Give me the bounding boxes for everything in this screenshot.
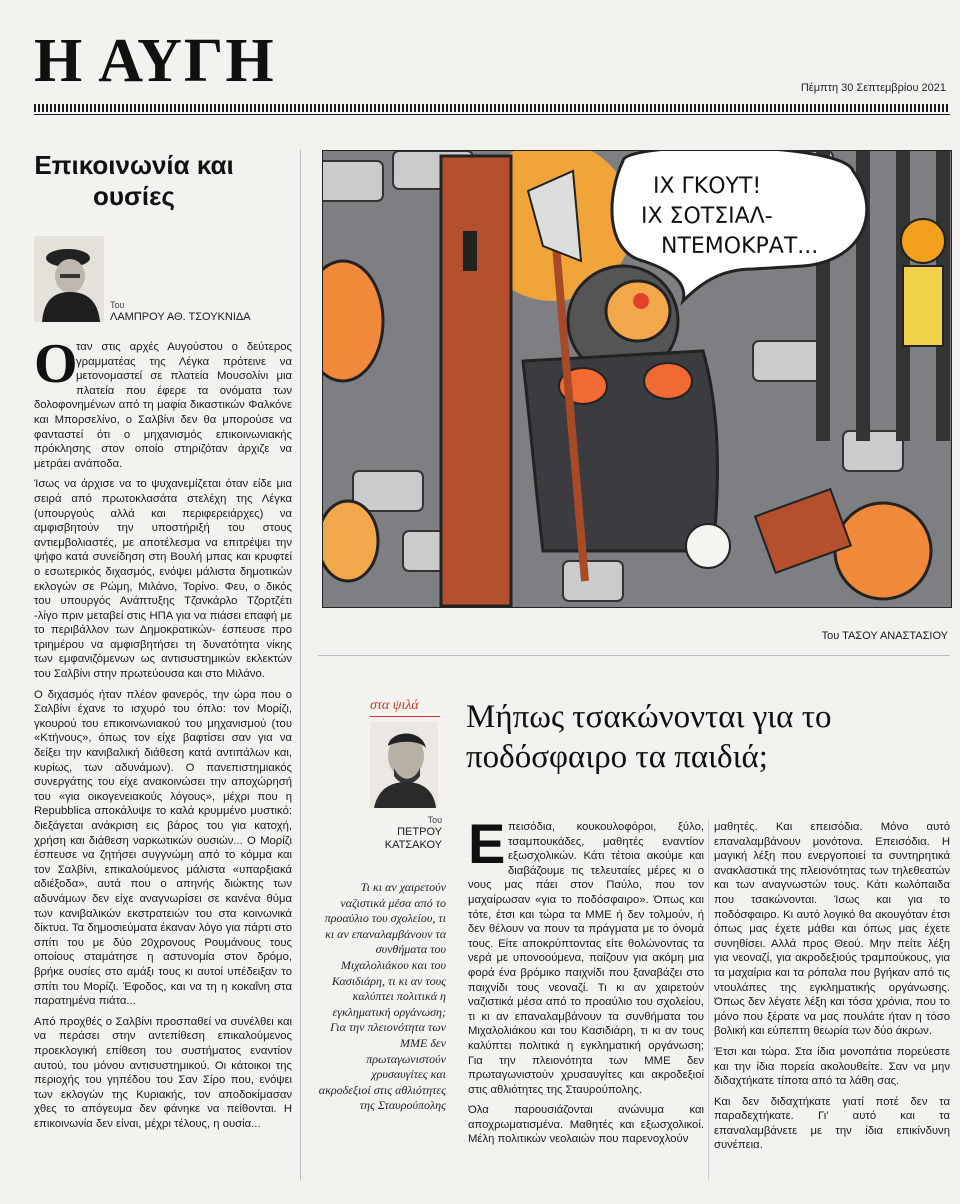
- cartoon-credit: [822, 630, 948, 642]
- cartoon-illustration: [323, 151, 951, 607]
- author-portrait-icon: [34, 236, 104, 322]
- byline-prefix: Του: [110, 300, 125, 310]
- paragraph: Επεισόδια, κουκουλοφόροι, ξύλο, τσαμπουκάδες, μαθητές εναντίον εξωσχολικών. Κάτι τέτοια ακούμε και διαβάζουμε τις τελευταίες μέρες κι ο νους μας πάει στον Παύλο, που τον μαχαίρωσαν «για το ποδόσφαιρο». Όπως και τότε, έτσι και τώρα τα ΜΜΕ ή δεν τολμούν, ή δεν θέλουν να πουν τα πράγματα με το όνομά τους. Είτε αποκρύπτοντας είτε θολώνοντας τα νερά με υπονοούμενα, παίζουν για ακόμη μια φορά ένα βρόμικο παιχνίδι που ξαναβάζει στο παιχνίδι τους νεοναζί. Τι κι αν χαιρετούν ναζιστικά μέσα από το προαύλιο του σχολείου, τι κι αν επαναλαμβάνουν τα συνθήματα του Μιχαλολιάκου και του Κασιδιάρη, τι κι αν τους καλύπτει πολιτικά η εγκληματική οργάνωση; Για την πλειονότητα των ΜΜΕ δεν πρωταγωνιστούν χρυσαυγίτες και ακροδεξιοί στις αθλιότητες της Σταυρούπολης.: [468, 820, 704, 1096]
- author-photo: [34, 236, 104, 322]
- article-title: Μήπως τσακώνονται για το ποδόσφαιρο τα παιδιά;: [466, 699, 832, 775]
- paragraph: Όλα παρουσιάζονται ανώνυμα και αποχρωματισμένα. Μαθητές και εξωσχολικοί. Μέλη πολιτικών νεολαιών που παρενοχλούν: [468, 1104, 704, 1146]
- speech-line: ΙΧ ΣΟΤΣΙΑΛ-: [641, 204, 773, 229]
- paragraph: Και δεν διδαχτήκατε γιατί ποτέ δεν τα παραδεχτήκατε. Γι' αυτό και τα επαναλαμβάνετε με την ίδια επικίνδυνη συνέπεια.: [714, 1095, 950, 1152]
- paragraph: Ο διχασμός ήταν πλέον φανερός, την ώρα που ο Σαλβίνι έχανε το ισχυρό του όπλο: τον Μορίζι, γκουρού του επικοινωνιακού του μηχανισμού (του «Κτήνους», όπως τον είχε βαφτίσει σαν για να δείξει την κανιβαλική διάθεση κατά αντιπάλων και, κυρίως, των αδυνάμων). Ο πανεπιστημιακός συνεργάτης του είχε ανακοινώσει την αποχώρησή του «για οικογενειακούς λόγους», μέχρι που η Repubblica αποκάλυψε το καλά κρυμμένο μυστικό: διεξάγεται ανάκριση εις βάρος του για κατοχή, χρήση και διάθεση ναρκωτικών ουσιών... Ο Μορίζι έσπευσε να ζητήσει συγγνώμη από το κόμμα και τον Σαλβίνι, επικαλούμενος μάλιστα «υπαρξιακά αδιέξοδα», αυτά που ο απηνής διώκτης των αδυνάμων δεν είχε αναγνωρίσει σε κανένα θύμα των κανιβαλικών εκστρατειών του στα κοινωνικά δίκτυα. Τα δημοσιεύματα έκαναν λόγο για πάρτι στο σπίτι του με δύο 20χρονους Ρουμάνους τους οποίους σταμάτησε η αστυνομία στον δρόμο, βρήκε ουσίες στο αμάξι τους κι αυτοί υπέδειξαν το σπίτι του Μορίζι. Έφοδος, και να τη η κοκαΐνη στα παρατημένα πιάτα...: [34, 688, 292, 1008]
- pull-quote: Τι κι αν χαιρετούν ναζιστικά μέσα από το προαύλιο του σχολείου, τι κι αν επαναλαμβάνουν τα συνθήματα του Μιχαλολιάκου και του Κασιδιάρη, τι κι αν τους καλύπτει πολιτικά η εγκληματική οργάνωση; Για την πλειονότητα των ΜΜΕ δεν πρωταγωνιστούν χρυσαυγίτες και ακροδεξιοί στις αθλιότητες της Σταυρούπολης: [318, 880, 446, 1113]
- credit-prefix: Του: [821, 630, 840, 642]
- paragraph: Έτσι και τώρα. Στα ίδια μονοπάτια πορεύεστε και την ίδια πορεία ακολουθείτε. Σαν να μην διδαχτήκατε τίποτα από τα λάθη σας.: [714, 1045, 950, 1088]
- article-title: Επικοινωνία και ουσίες: [34, 150, 234, 212]
- article-column: [468, 820, 704, 1180]
- drop-cap: Ε: [468, 820, 506, 875]
- article-body: [34, 340, 292, 1180]
- paragraph: Ίσως να άρχισε να το ψυχανεμίζεται όταν είδε μια σειρά από πρωτοκλασάτα στελέχη της Λέγκα (υπουργούς αλλά και περιφερειάρχες) να αμφισβητούν την υποστήριξή του στους αντιεμβολιαστές, με αποτέλεσμα να επιτρέψει την ψήφο κατά συνείδηση στη Βουλή μπας και κρυφτεί ο εσωτερικός διχασμός, ενόψει μάλιστα δημοτικών εκλογών σε Ρώμη, Μιλάνο, Τορίνο. Φευ, ο δικός του υπουργός Ανάπτυξης Τζανκάρλο Τζορτζέτι -λίγο πριν μεταβεί στις ΗΠΑ για να πιάσει επαφή με το περιβάλλον των Δημοκρατικών- έσπευσε προ τριημέρου να αμφισβητήσει τη δυνατότητα νίκης των εμφανιζόμενων ως αντισυστημικών εκλεκτών του Σαλβίνι στην πρωτεύουσα και στο Μιλάνο.: [34, 478, 292, 681]
- issue-date: Πέμπτη 30 Σεπτεμβρίου 2021: [800, 82, 946, 94]
- author-name: ΠΕΤΡΟΥ ΚΑΤΣΑΚΟΥ: [384, 825, 442, 851]
- column-divider: [708, 820, 709, 1180]
- drop-cap: Ο: [34, 340, 78, 395]
- byline-prefix: Του: [427, 815, 442, 825]
- author-byline: [370, 815, 442, 852]
- paragraph: Ο ταν στις αρχές Αυγούστου ο δεύτερος γραμματέας της Λέγκα πρότεινε να μετονομαστεί σε πλατεία Μουσολίνι μια πλατεία που έφερε τα ονόματα των δολοφονημένων από τη μαφία δικαστικών Φαλκόνε και Μπορσελίνο, ο Σαλβίνι δεν θα μπορούσε να φανταστεί ότι ο μηχανισμός επικοινωνιακής πρόκλησης στον οποίο στηριζόταν άρχιζε να μετράει ανάποδα.: [34, 340, 292, 470]
- section-kicker: στα ψιλά: [370, 698, 419, 713]
- masthead-rule: [34, 104, 950, 112]
- masthead-underline: [34, 114, 950, 115]
- speech-line: ΝΤΕΜΟΚΡΑΤ...: [661, 234, 819, 259]
- author-photo: [370, 722, 438, 808]
- kicker-rule: [370, 716, 440, 717]
- author-byline: [110, 300, 290, 324]
- author-name: ΛΑΜΠΡΟΥ ΑΘ. ΤΣΟΥΚΝΙΔΑ: [110, 310, 251, 323]
- editorial-cartoon: [322, 150, 952, 608]
- cartoonist-name: ΤΑΣΟΥ ΑΝΑΣΤΑΣΙΟΥ: [842, 630, 948, 642]
- author-portrait-icon: [370, 722, 438, 808]
- article-column: [714, 820, 950, 1180]
- section-divider: [318, 655, 950, 656]
- speech-line: ΙΧ ΓΚΟΥΤ!: [653, 174, 762, 199]
- column-divider: [300, 150, 301, 1180]
- paragraph: μαθητές. Και επεισόδια. Μόνο αυτό επαναλαμβάνουν μονότονα. Επεισόδια. Η μαγική λέξη που ενεργοποιεί τα συντηρητικά ανακλαστικά της πλειονότητας των τηλεθεατών και των αναγνωστών τους. Κάτι κωλόπαιδα που τσακώνονται. Ίσως και για το ποδόσφαιρο. Κι αυτό λογικό θα ακουγόταν έτσι όπως μας έχετε μάθει και όπως μας έχετε συνηθίσει. Αλλά προς Θεού. Μην πείτε λέξη για νεοναζί, για ακροδεξιούς τραμπούκους, για τα μαχαίρια και τα ρόπαλα που βγήκαν από τις ντουλάπες της εγκληματικής οργάνωσης. Όπως δεν λέγατε λέξη και τόσα χρόνια, που το μόνο που ξέρατε να μας πουλάτε ήταν η τόσο βολική και εύπεπτη θεωρία των δύο άκρων.: [714, 821, 950, 1038]
- masthead-title: Η ΑΥΓΗ: [34, 27, 276, 95]
- paragraph: Από προχθές ο Σαλβίνι προσπαθεί να συνέλθει και να περάσει στην αντεπίθεση επικαλούμενος προεκλογική επίθεση του συστήματος εναντίον αυτού, του μόνου αντισυστημικού. Οι κάτοικοι της περιοχής του γηπέδου του Σαν Σίρο που, ενόψει των εκλογών της Κυριακής, τον αποδοκίμασαν χθες το απόγευμα δεν φάνηκε να πείθονται. Η επικοινωνία δεν είναι, μέχρι τέλους, η ουσία...: [34, 1015, 292, 1130]
